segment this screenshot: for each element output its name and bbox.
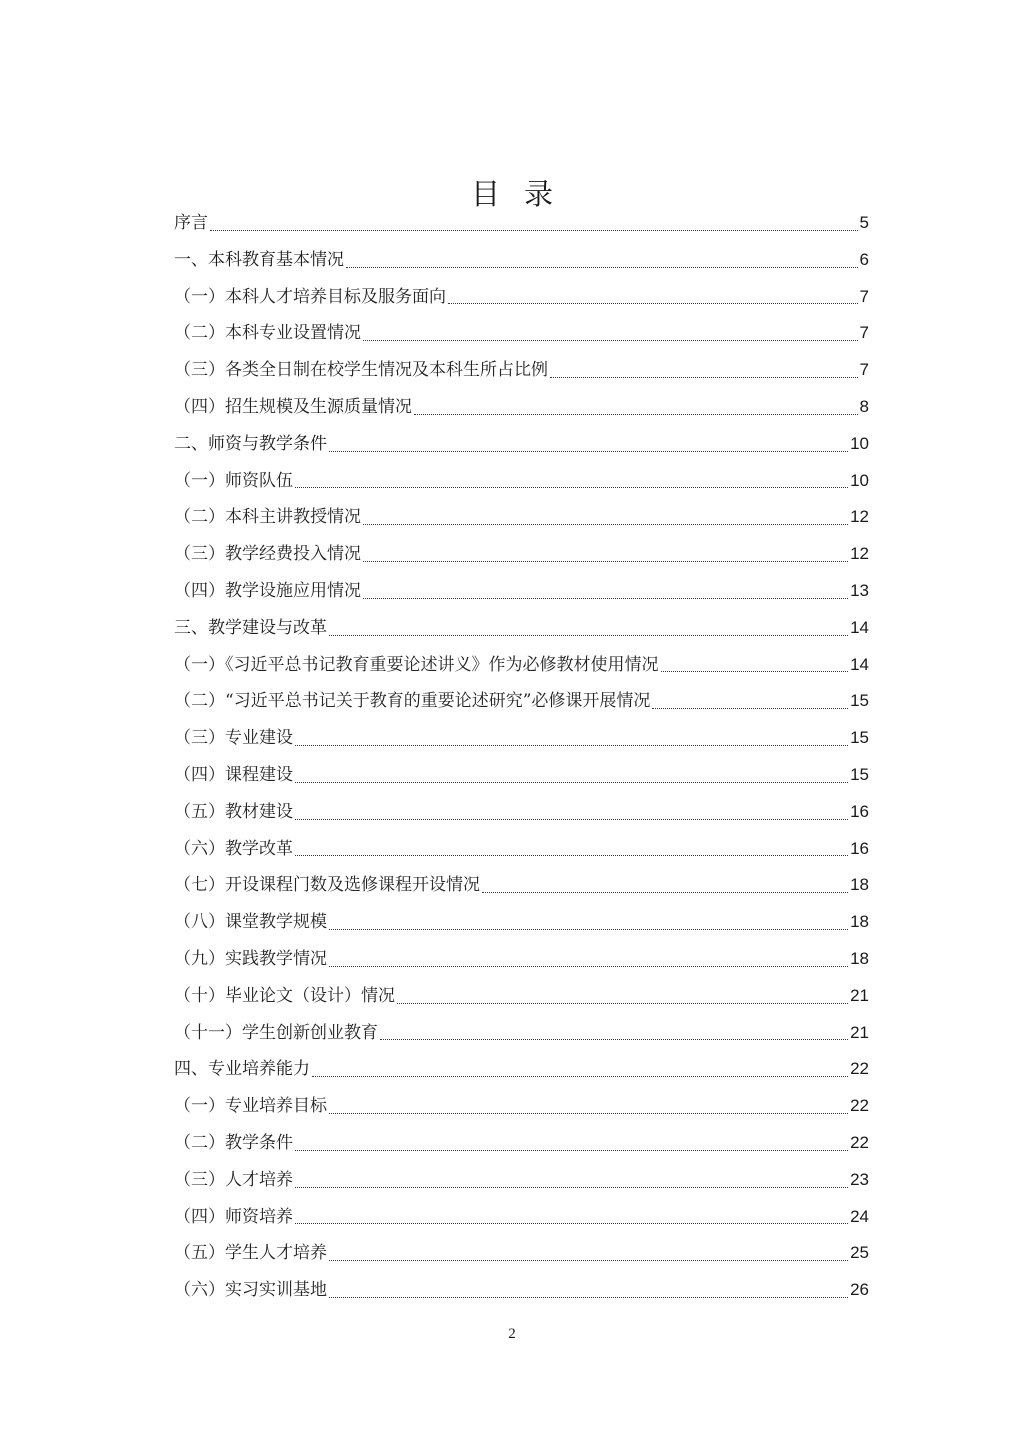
dot-leader	[295, 782, 848, 783]
toc-entry-page: 7	[859, 286, 869, 306]
toc-entry-label: （六）教学改革	[174, 838, 293, 859]
dot-leader	[329, 635, 848, 636]
toc-entry-label: （一）本科人才培养目标及服务面向	[174, 286, 446, 307]
toc-entry-page: 8	[859, 396, 869, 416]
toc-entry-page: 22	[850, 1132, 869, 1152]
toc-entry-page: 6	[859, 249, 869, 269]
toc-entry[interactable]	[174, 720, 869, 757]
toc-entry[interactable]	[174, 205, 869, 242]
toc-entry-label: （三）各类全日制在校学生情况及本科生所占比例	[174, 360, 548, 381]
dot-leader	[312, 1076, 848, 1077]
dot-leader	[397, 1003, 848, 1004]
toc-entry-page: 16	[850, 838, 869, 858]
toc-entry-label: （一）专业培养目标	[174, 1096, 327, 1117]
dot-leader	[482, 892, 848, 893]
toc-entry-page: 18	[850, 948, 869, 968]
toc-entry-label: （三）教学经费投入情况	[174, 544, 361, 565]
dot-leader	[329, 451, 848, 452]
toc-entry-label: （一）《习近平总书记教育重要论述讲义》作为必修教材使用情况	[174, 654, 659, 675]
toc-entry[interactable]	[174, 1015, 869, 1052]
toc-entry-page: 13	[850, 580, 869, 600]
toc-entry-page: 14	[850, 654, 869, 674]
toc-entry-page: 14	[850, 617, 869, 637]
toc-entry-page: 12	[850, 544, 869, 564]
toc-entry-label: （四）师资培养	[174, 1206, 293, 1227]
toc-entry-page: 22	[850, 1096, 869, 1116]
dot-leader	[329, 1260, 848, 1261]
table-of-contents	[174, 205, 869, 1309]
toc-entry-label: （二）本科主讲教授情况	[174, 507, 361, 528]
toc-entry-label: （四）教学设施应用情况	[174, 580, 361, 601]
toc-entry-page: 5	[859, 213, 869, 232]
toc-entry[interactable]	[174, 426, 869, 463]
toc-entry-page: 18	[850, 875, 869, 895]
toc-entry[interactable]	[174, 1272, 869, 1309]
dot-leader	[414, 414, 858, 415]
toc-entry[interactable]	[174, 315, 869, 352]
toc-entry-page: 23	[850, 1169, 869, 1189]
dot-leader	[329, 1297, 848, 1298]
dot-leader	[295, 1187, 848, 1188]
toc-entry-page: 24	[850, 1206, 869, 1226]
dot-leader	[363, 340, 858, 341]
toc-entry-label: （五）学生人才培养	[174, 1243, 327, 1264]
dot-leader	[295, 487, 848, 488]
toc-entry-page: 15	[850, 728, 869, 748]
toc-entry-label: 一、本科教育基本情况	[174, 249, 344, 270]
toc-entry[interactable]	[174, 1125, 869, 1162]
toc-entry[interactable]	[174, 279, 869, 316]
dot-leader	[550, 377, 858, 378]
toc-entry-label: （九）实践教学情况	[174, 948, 327, 969]
toc-entry-label: 四、专业培养能力	[174, 1059, 310, 1080]
dot-leader	[295, 1223, 848, 1224]
toc-entry-page: 21	[850, 985, 869, 1005]
dot-leader	[329, 966, 848, 967]
toc-entry[interactable]	[174, 573, 869, 610]
toc-entry-label: （六）实习实训基地	[174, 1280, 327, 1301]
toc-entry[interactable]	[174, 242, 869, 279]
toc-entry-label: （二）教学条件	[174, 1132, 293, 1153]
dot-leader	[661, 671, 849, 672]
toc-entry[interactable]	[174, 904, 869, 941]
toc-entry[interactable]	[174, 1162, 869, 1199]
toc-entry-page: 10	[850, 470, 869, 490]
toc-entry-page: 16	[850, 801, 869, 821]
toc-entry-label: （二）本科专业设置情况	[174, 323, 361, 344]
toc-entry-page: 15	[850, 764, 869, 784]
page-title: 目录	[470, 177, 577, 212]
toc-entry[interactable]	[174, 757, 869, 794]
toc-entry[interactable]	[174, 1051, 869, 1088]
page-number: 2	[508, 1326, 516, 1342]
dot-leader	[210, 230, 858, 231]
toc-entry-page: 26	[850, 1280, 869, 1300]
toc-entry-label: （十）毕业论文（设计）情况	[174, 985, 395, 1006]
dot-leader	[363, 524, 848, 525]
toc-entry[interactable]	[174, 683, 869, 720]
toc-entry-label: （五）教材建设	[174, 801, 293, 822]
toc-entry-page: 21	[850, 1022, 869, 1042]
toc-entry[interactable]	[174, 941, 869, 978]
toc-entry-label: 序言	[174, 213, 208, 233]
toc-entry-label: （四）招生规模及生源质量情况	[174, 396, 412, 417]
toc-entry-label: （三）专业建设	[174, 728, 293, 749]
toc-entry[interactable]	[174, 536, 869, 573]
toc-entry-label: （一）师资队伍	[174, 470, 293, 491]
toc-entry[interactable]	[174, 978, 869, 1015]
toc-entry[interactable]	[174, 867, 869, 904]
toc-entry[interactable]	[174, 1088, 869, 1125]
toc-entry[interactable]	[174, 463, 869, 500]
toc-entry-label: （三）人才培养	[174, 1169, 293, 1190]
toc-entry-page: 22	[850, 1059, 869, 1079]
toc-entry[interactable]	[174, 499, 869, 536]
toc-entry[interactable]	[174, 352, 869, 389]
dot-leader	[652, 708, 848, 709]
dot-leader	[363, 598, 848, 599]
dot-leader	[380, 1039, 848, 1040]
toc-entry-label: （四）课程建设	[174, 764, 293, 785]
dot-leader	[295, 1150, 848, 1151]
toc-entry-page: 7	[859, 323, 869, 343]
toc-entry[interactable]	[174, 1199, 869, 1236]
toc-entry-label: （八）课堂教学规模	[174, 912, 327, 933]
dot-leader	[346, 267, 858, 268]
toc-entry-label: 三、教学建设与改革	[174, 617, 327, 638]
dot-leader	[329, 1113, 848, 1114]
toc-entry-page: 12	[850, 507, 869, 527]
toc-entry-page: 25	[850, 1243, 869, 1263]
toc-entry[interactable]	[174, 389, 869, 426]
dot-leader	[363, 561, 848, 562]
dot-leader	[329, 929, 848, 930]
toc-entry-page: 15	[850, 691, 869, 711]
toc-entry-label: （七）开设课程门数及选修课程开设情况	[174, 875, 480, 896]
dot-leader	[448, 303, 858, 304]
toc-entry[interactable]	[174, 1235, 869, 1272]
dot-leader	[295, 745, 848, 746]
toc-entry[interactable]	[174, 647, 869, 684]
toc-entry[interactable]	[174, 794, 869, 831]
toc-entry-page: 10	[850, 433, 869, 453]
toc-entry-page: 18	[850, 912, 869, 932]
dot-leader	[295, 819, 848, 820]
toc-entry[interactable]	[174, 831, 869, 868]
toc-entry-page: 7	[859, 360, 869, 380]
toc-entry-label: （二）“习近平总书记关于教育的重要论述研究”必修课开展情况	[174, 691, 651, 712]
toc-entry[interactable]	[174, 610, 869, 647]
toc-entry-label: 二、师资与教学条件	[174, 433, 327, 454]
dot-leader	[295, 855, 848, 856]
toc-entry-label: （十一）学生创新创业教育	[174, 1022, 378, 1043]
